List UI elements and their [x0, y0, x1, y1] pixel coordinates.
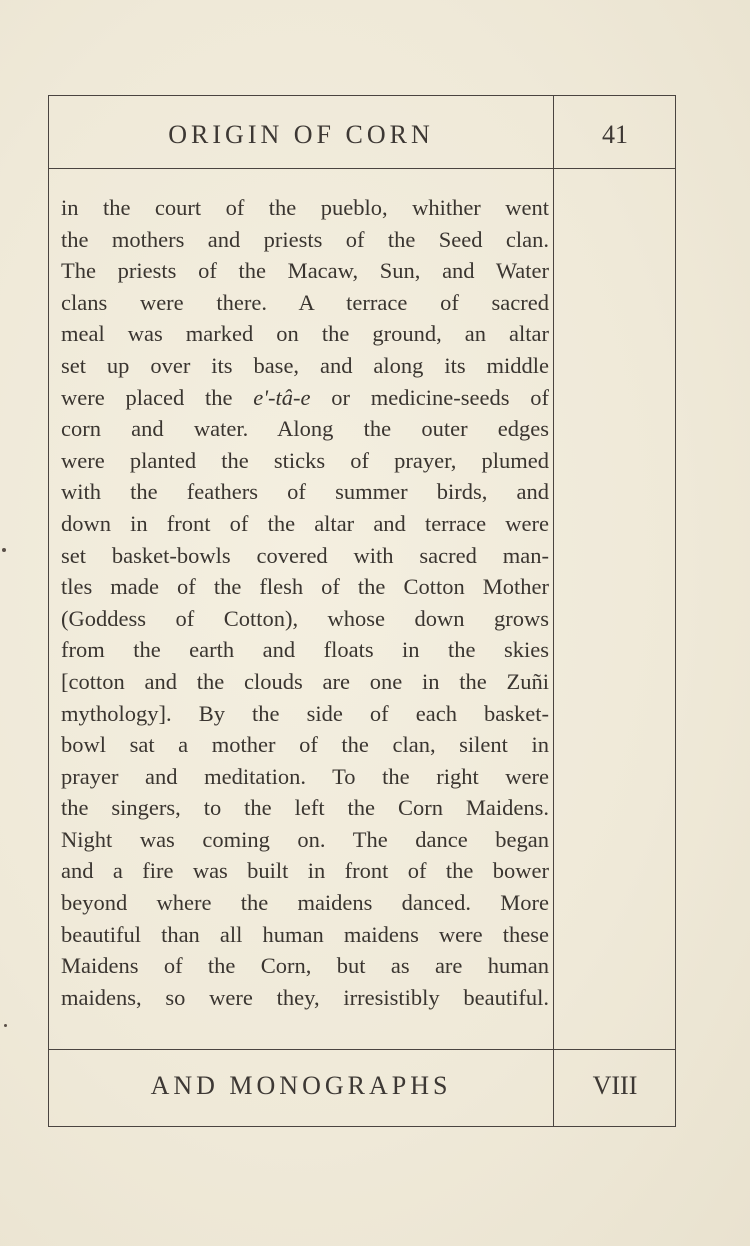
italic-term: e'-tâ-e: [253, 384, 311, 410]
text-line: the singers, to the left the Corn Maidens.: [61, 795, 549, 821]
text-line: down in front of the altar and terrace were: [61, 510, 549, 536]
text-line-tail: or medicine-seeds of: [331, 384, 550, 410]
text-line: prayer and meditation. To the right were: [61, 763, 549, 789]
text-line: from the earth and floats in the skies: [61, 637, 549, 663]
margin-speck: [4, 1024, 7, 1027]
text-line: (Goddess of Cotton), whose down grows: [61, 605, 549, 631]
page-number: 41: [602, 120, 628, 149]
text-line-head: were placed the: [61, 384, 233, 410]
header-rule: [49, 168, 675, 169]
text-line: Night was coming on. The dance began: [61, 826, 549, 852]
text-line: maidens, so were they, irresistibly beautiful.: [61, 984, 549, 1010]
margin-speck: [2, 548, 6, 552]
running-foot-title: AND MONOGRAPHS: [150, 1071, 452, 1100]
text-line: with the feathers of summer birds, and: [61, 479, 549, 505]
volume-number: VIII: [592, 1071, 638, 1100]
text-line: mythology]. By the side of each basket-: [61, 700, 549, 726]
text-line: the mothers and priests of the Seed clan.: [61, 226, 549, 252]
text-line: beautiful than all human maidens were these: [61, 921, 549, 947]
footer-rule: [49, 1049, 675, 1050]
text-line-with-term: [61, 382, 549, 414]
text-line: set basket-bowls covered with sacred man-: [61, 542, 549, 568]
text-line: beyond where the maidens danced. More: [61, 890, 549, 916]
text-line: bowl sat a mother of the clan, silent in: [61, 732, 549, 758]
text-line: set up over its base, and along its middle: [61, 352, 549, 378]
text-line: tles made of the flesh of the Cotton Mother: [61, 574, 549, 600]
text-line: and a fire was built in front of the bower: [61, 858, 549, 884]
column-divider: [553, 96, 554, 1126]
body-text: [61, 192, 549, 1013]
text-line: were planted the sticks of prayer, plumed: [61, 447, 549, 473]
text-line: corn and water. Along the outer edges: [61, 416, 549, 442]
text-line: [cotton and the clouds are one in the Zuñi: [61, 668, 549, 694]
text-line: Maidens of the Corn, but as are human: [61, 953, 549, 979]
text-line: clans were there. A terrace of sacred: [61, 289, 549, 315]
text-line: in the court of the pueblo, whither went: [61, 195, 549, 220]
running-head-title: ORIGIN OF CORN: [168, 120, 434, 149]
text-line: meal was marked on the ground, an altar: [61, 321, 549, 347]
page-frame: [48, 95, 676, 1127]
text-line: The priests of the Macaw, Sun, and Water: [61, 258, 549, 284]
